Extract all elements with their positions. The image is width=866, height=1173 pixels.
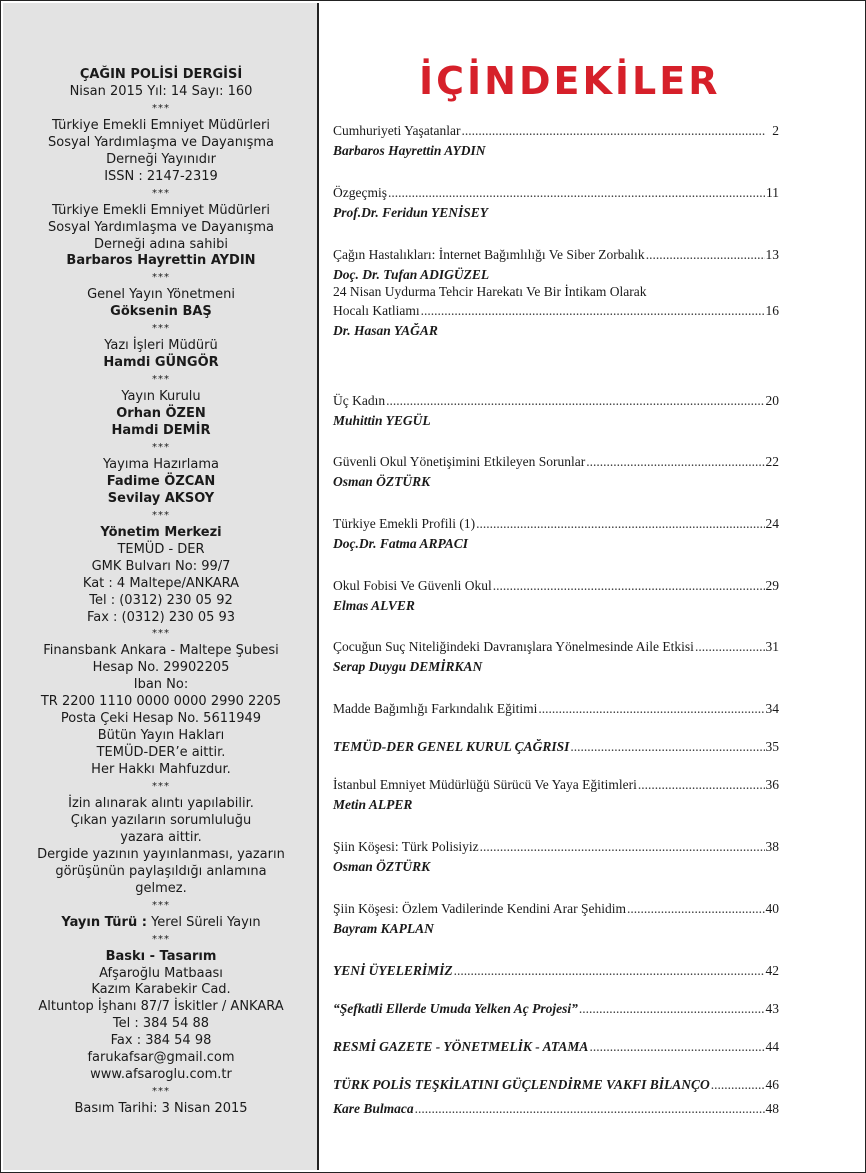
toc-entry-row [333, 391, 779, 410]
publisher-line: Türkiye Emekli Emniyet Müdürleri [52, 117, 270, 133]
board-role: Yayın Kurulu [121, 389, 201, 405]
website: www.afsaroglu.com.tr [90, 1067, 232, 1083]
printer-address: Altuntop İşhanı 87/7 İskitler / ANKARA [38, 999, 284, 1015]
imprint-panel [3, 3, 319, 1170]
editor-name: Göksenin BAŞ [110, 304, 212, 320]
publication-type [3, 915, 319, 932]
email-address: farukafsar@gmail.com [87, 1050, 235, 1066]
dot-leader [537, 699, 765, 718]
toc-entry-page: 36 [765, 777, 779, 792]
print-date: Basım Tarihi: 3 Nisan 2015 [74, 1101, 248, 1117]
dot-leader [387, 183, 765, 202]
toc-entry-title: TEMÜD-DER GENEL KURUL ÇAĞRISI [333, 739, 570, 754]
toc-entry [333, 899, 779, 940]
toc-entry-author: Doç. Dr. Tufan ADIGÜZEL [333, 267, 490, 282]
toc-entry-row [333, 737, 779, 756]
toc-entry [333, 999, 779, 1018]
toc-entry-title: Türkiye Emekli Profili (1) [333, 516, 476, 531]
publisher-line: Derneği Yayınıdır [106, 151, 216, 167]
dot-leader [479, 837, 765, 856]
iban-number: TR 2200 1110 0000 0000 2990 2205 [40, 694, 282, 710]
toc-entry-page: 24 [765, 516, 779, 531]
journal-title: ÇAĞIN POLİSİ DERGİSİ [79, 67, 243, 82]
toc-entry-page: 46 [765, 1077, 779, 1092]
toc-entry-page: 48 [765, 1101, 779, 1116]
copyright-note: gelmez. [135, 880, 187, 896]
toc-entry-page: 42 [765, 963, 779, 978]
toc-entry-row [333, 1099, 779, 1118]
toc-entry-title: Kare Bulmaca [333, 1101, 414, 1116]
separator: *** [152, 628, 170, 640]
toc-entry [333, 637, 779, 678]
publication-type-value: Yerel Süreli Yayın [146, 914, 261, 930]
dot-leader [461, 121, 766, 140]
separator: *** [152, 509, 170, 521]
toc-entry-title: TÜRK POLİS TEŞKİLATINI GÜÇLENDİRME VAKFI BİLANÇO [333, 1077, 710, 1092]
postal-account: Posta Çeki Hesap No. 5611949 [60, 711, 262, 727]
toc-entry-row [333, 1037, 779, 1056]
dot-leader [492, 576, 765, 595]
publisher-line: Sosyal Yardımlaşma ve Dayanışma [48, 134, 274, 150]
toc-entry-title: Çağın Hastalıkları: İnternet Bağımlılığı Ve Siber Zorbalık [333, 247, 645, 262]
copyright-note: İzin alınarak alıntı yapılabilir. [68, 795, 254, 811]
dot-leader [637, 775, 765, 794]
manager-role: Yazı İşleri Müdürü [104, 338, 218, 354]
rights-line: Bütün Yayın Hakları [97, 728, 225, 744]
owner-line: Derneği adına sahibi [94, 236, 228, 252]
print-title: Baskı - Tasarım [105, 948, 217, 964]
toc-entry-page: 43 [765, 1001, 779, 1016]
dot-leader [645, 245, 765, 264]
dot-leader [588, 1037, 765, 1056]
toc-entry-page: 31 [765, 639, 779, 654]
toc-entry-row [333, 576, 779, 595]
copyright-note: görüşünün paylaşıldığı anlamına [55, 863, 267, 879]
imprint-text [3, 67, 319, 1118]
dot-leader [694, 637, 765, 656]
toc-entry [333, 183, 779, 224]
toc-entry [333, 121, 779, 162]
toc-entry-author: Muhittin YEGÜL [333, 413, 431, 428]
toc-entry-author: Barbaros Hayrettin AYDIN [333, 143, 486, 158]
toc-entry-author: Elmas ALVER [333, 598, 415, 613]
toc-entry-title: Şiin Köşesi: Türk Polisiyiz [333, 839, 479, 854]
toc-entry-title: Güvenli Okul Yönetişimini Etkileyen Sorunlar [333, 454, 586, 469]
toc-entry-title: Çocuğun Suç Niteliğindeki Davranışlara Yönelmesinde Aile Etkisi [333, 639, 694, 654]
dot-leader [385, 391, 765, 410]
toc-entry-title: Madde Bağımlığı Farkındalık Eğitimi [333, 701, 538, 716]
separator: *** [152, 441, 170, 453]
dot-leader [585, 452, 765, 471]
separator: *** [152, 781, 170, 793]
toc-entry [333, 1037, 779, 1056]
toc-entry-row [333, 999, 779, 1018]
board-member: Hamdi DEMİR [111, 423, 211, 439]
toc-entry-page: 44 [765, 1039, 779, 1054]
hq-tel: Tel : (0312) 230 05 92 [89, 592, 233, 608]
toc-entry-title: YENİ ÜYELERİMİZ [333, 963, 453, 978]
printer-address: Kazım Karabekir Cad. [91, 982, 231, 998]
publication-type-label: Yayın Türü : [61, 914, 147, 930]
dot-leader [569, 737, 765, 756]
toc-entry-author: Prof.Dr. Feridun YENİSEY [333, 205, 489, 220]
toc-entry-row [333, 899, 779, 918]
printer-tel: Tel : 384 54 88 [112, 1016, 210, 1032]
copyright-note: yazara aittir. [120, 829, 202, 845]
toc-entry-page: 22 [765, 454, 779, 469]
toc-entry [333, 837, 779, 878]
toc-entry-row [333, 183, 779, 202]
toc-entry-author: Osman ÖZTÜRK [333, 474, 431, 489]
issue-info: Nisan 2015 Yıl: 14 Sayı: 160 [69, 83, 253, 99]
dot-leader [578, 999, 765, 1018]
copyright-note: Çıkan yazıların sorumluluğu [70, 812, 252, 828]
toc-entry-page: 2 [772, 123, 779, 138]
toc-entry-row [333, 245, 779, 264]
dot-leader [453, 961, 765, 980]
toc-entry-page: 29 [765, 578, 779, 593]
toc-entry-row [333, 961, 779, 980]
owner-line: Türkiye Emekli Emniyet Müdürleri [52, 202, 270, 218]
toc-entry-author: Osman ÖZTÜRK [333, 859, 431, 874]
hq-org: TEMÜD - DER [117, 541, 205, 557]
prep-role: Yayıma Hazırlama [103, 456, 219, 472]
toc-entry-author: Doç.Dr. Fatma ARPACI [333, 536, 469, 551]
toc-entry-page: 20 [765, 393, 779, 408]
toc-entry-page: 13 [765, 247, 779, 262]
toc-entry [333, 737, 779, 756]
bank-account: Hesap No. 29902205 [92, 660, 230, 676]
dot-leader [420, 301, 765, 320]
toc-entry-author: Bayram KAPLAN [333, 921, 434, 936]
copyright-note: Dergide yazının yayınlanması, yazarın [37, 846, 285, 862]
toc-entry [333, 452, 779, 493]
toc-entry [333, 1075, 779, 1094]
toc-entry [333, 245, 779, 286]
toc-entry-row [333, 301, 779, 320]
hq-address: GMK Bulvarı No: 99/7 [91, 558, 231, 574]
editor-role: Genel Yayın Yönetmeni [87, 287, 235, 303]
dot-leader [414, 1099, 765, 1118]
iban-label: Iban No: [133, 677, 189, 693]
toc-entry-title: RESMİ GAZETE - YÖNETMELİK - ATAMA [333, 1039, 589, 1054]
toc-entry-title: Hocalı Katliamı [333, 303, 420, 318]
board-member: Orhan ÖZEN [116, 406, 206, 422]
separator: *** [152, 272, 170, 284]
toc-entry-row [333, 775, 779, 794]
dot-leader [626, 899, 765, 918]
toc-entry-row [333, 699, 779, 718]
separator: *** [152, 323, 170, 335]
toc-entry-title: Okul Fobisi Ve Güvenli Okul [333, 578, 492, 593]
toc-entry [333, 282, 779, 342]
hq-title: Yönetim Merkezi [100, 524, 222, 540]
separator: *** [152, 102, 170, 114]
toc-entry [333, 576, 779, 617]
toc-entry-author: Metin ALPER [333, 797, 413, 812]
toc-entry-author: Dr. Hasan YAĞAR [333, 323, 438, 338]
separator: *** [152, 933, 170, 945]
separator: *** [152, 374, 170, 386]
toc-entry-page: 11 [766, 185, 779, 200]
toc-entry-page: 16 [765, 303, 779, 318]
separator: *** [152, 187, 170, 199]
toc-entry-author: Serap Duygu DEMİRKAN [333, 659, 483, 674]
owner-name: Barbaros Hayrettin AYDIN [66, 253, 256, 269]
toc-entry-title-line: 24 Nisan Uydurma Tehcir Harekatı Ve Bir İntikam Olarak [333, 284, 647, 299]
toc-entry [333, 775, 779, 816]
prep-name: Fadime ÖZCAN [106, 473, 216, 489]
printer-fax: Fax : 384 54 98 [110, 1033, 212, 1049]
toc-entry-row [333, 1075, 779, 1094]
toc-entry-page: 40 [765, 901, 779, 916]
separator: *** [152, 1086, 170, 1098]
toc-entry-page: 38 [765, 839, 779, 854]
toc-entry-title: İstanbul Emniyet Müdürlüğü Sürücü Ve Yaya Eğitimleri [333, 777, 637, 792]
toc-entry-title: Üç Kadın [333, 393, 386, 408]
toc-entry-row [333, 637, 779, 656]
owner-line: Sosyal Yardımlaşma ve Dayanışma [48, 219, 274, 235]
printer-name: Afşaroğlu Matbaası [99, 965, 223, 981]
toc-entry [333, 699, 779, 718]
toc-title: İÇİNDEKİLER [419, 59, 721, 103]
manager-name: Hamdi GÜNGÖR [103, 355, 219, 371]
issn: ISSN : 2147-2319 [104, 168, 218, 184]
toc-entry-row [333, 121, 779, 140]
toc-entry-title: Cumhuriyeti Yaşatanlar [333, 123, 461, 138]
toc-entry-page: 34 [765, 701, 779, 716]
toc-entry [333, 391, 779, 432]
bank-name: Finansbank Ankara - Maltepe Şubesi [43, 643, 279, 659]
hq-fax: Fax : (0312) 230 05 93 [86, 609, 236, 625]
hq-address: Kat : 4 Maltepe/ANKARA [82, 575, 240, 591]
rights-line: TEMÜD-DER’e aittir. [96, 745, 226, 761]
toc-entry [333, 1099, 779, 1118]
toc-entry-title: Şiin Köşesi: Özlem Vadilerinde Kendini Arar Şehidim [333, 901, 626, 916]
separator: *** [152, 899, 170, 911]
dot-leader [475, 514, 765, 533]
dot-leader [710, 1075, 765, 1094]
toc-entry-row [333, 452, 779, 471]
toc-entry-row [333, 514, 779, 533]
toc-entry [333, 514, 779, 555]
toc-entry [333, 961, 779, 980]
toc-entry-page: 35 [765, 739, 779, 754]
prep-name: Sevilay AKSOY [107, 490, 215, 506]
toc-entry-row [333, 837, 779, 856]
toc-entry-title: Özgeçmiş [333, 185, 387, 200]
toc-entry-title: “Şefkatli Ellerde Umuda Yelken Aç Projesi” [333, 1001, 578, 1016]
rights-line: Her Hakkı Mahfuzdur. [91, 762, 231, 778]
